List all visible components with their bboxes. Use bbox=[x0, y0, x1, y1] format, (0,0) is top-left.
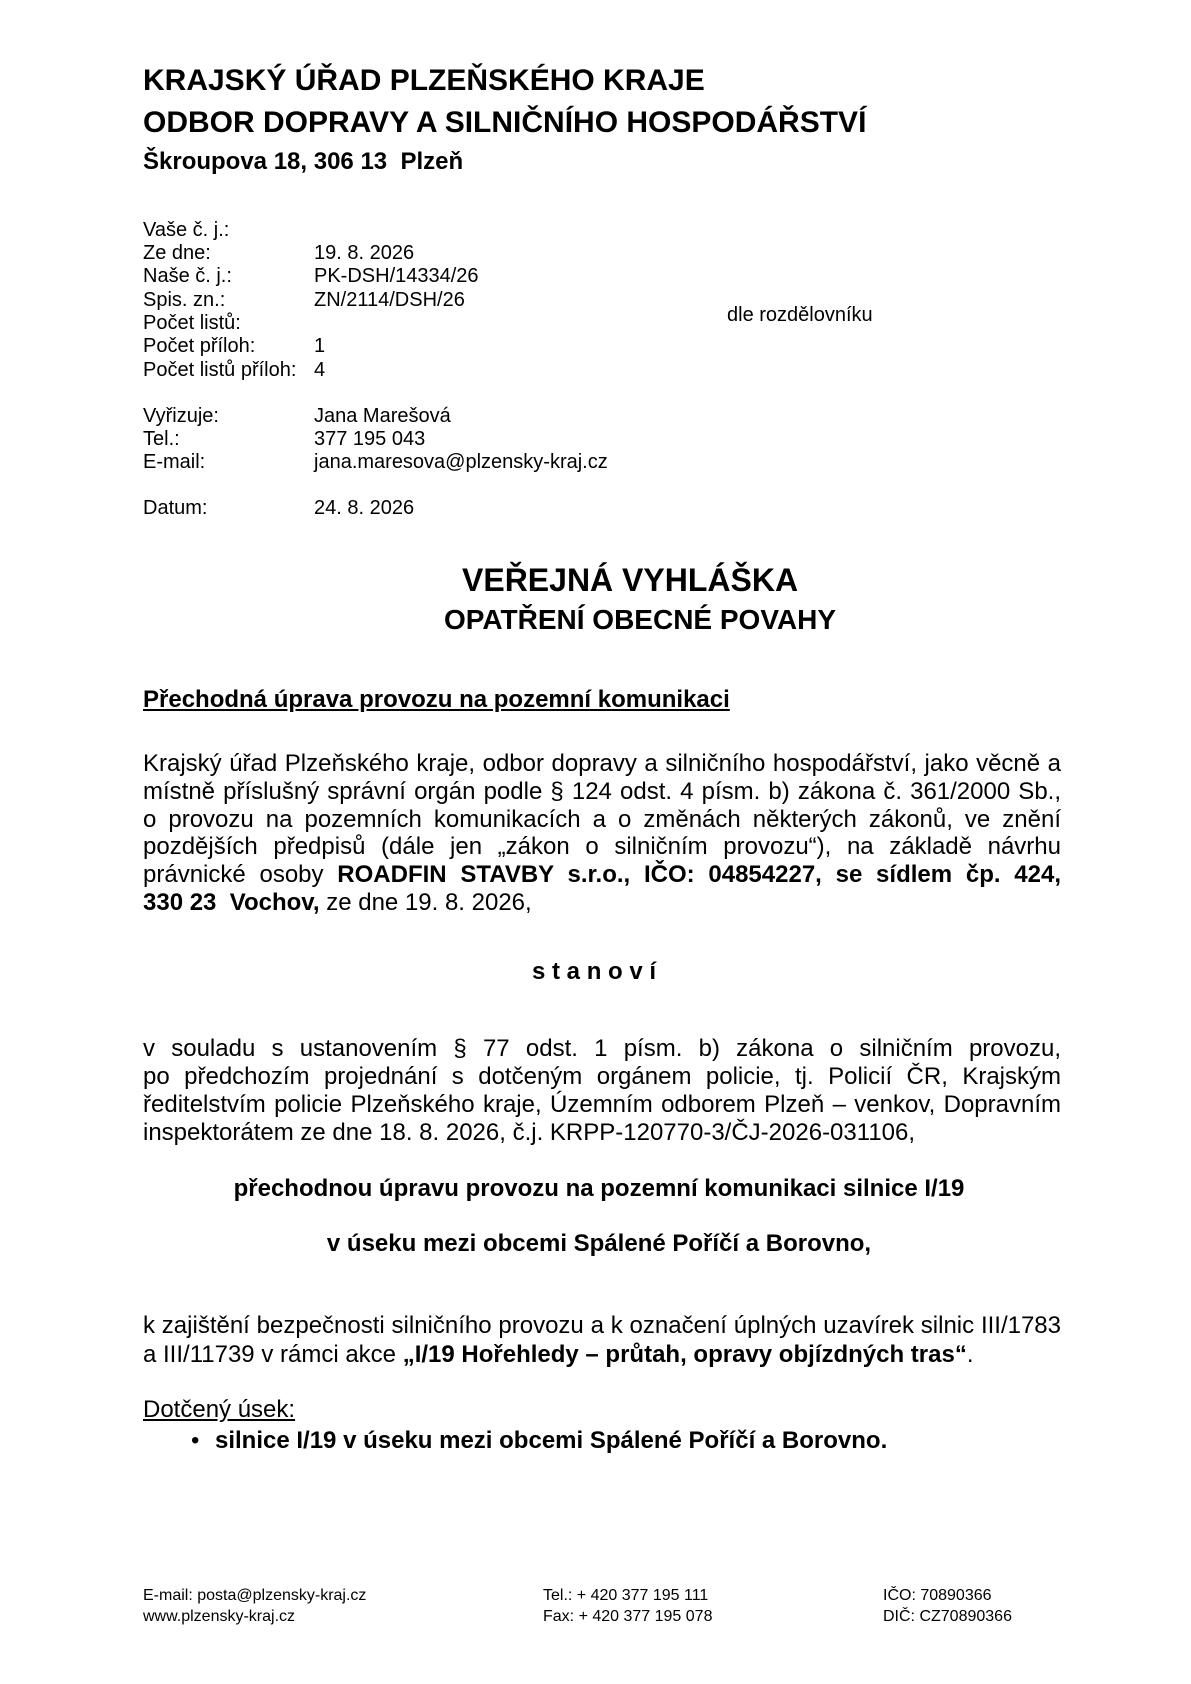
date-row bbox=[143, 497, 414, 520]
project-name-bold: „I/19 Hořehledy – průtah, opravy objízdných tras“ bbox=[402, 1340, 967, 1368]
paragraph-line bbox=[143, 750, 1061, 778]
paragraph-line bbox=[143, 889, 1061, 917]
intro-paragraph bbox=[143, 750, 1061, 917]
reference-row-file-mark bbox=[143, 289, 479, 312]
affected-section-item: silnice I/19 v úseku mezi obcemi Spálené Poříčí a Borovno. bbox=[215, 1427, 888, 1454]
contact-table bbox=[143, 405, 608, 475]
reference-value: PK-DSH/14334/26 bbox=[314, 265, 479, 288]
contact-label: E-mail: bbox=[143, 451, 206, 474]
office-header bbox=[143, 60, 866, 144]
contact-value: jana.maresova@plzensky-kraj.cz bbox=[314, 451, 608, 474]
paragraph-line bbox=[143, 806, 1061, 834]
footer-ids-column bbox=[883, 1586, 1012, 1627]
paragraph-line bbox=[143, 778, 1061, 806]
footer-phone: Tel.: + 420 377 195 111 bbox=[543, 1587, 709, 1604]
footer-contact-column bbox=[143, 1586, 366, 1627]
date-label: Datum: bbox=[143, 496, 208, 519]
contact-value: 377 195 043 bbox=[314, 427, 426, 450]
reference-label: Počet příloh: bbox=[143, 335, 256, 358]
line-text: ze dne 19. 8. 2026, bbox=[319, 888, 532, 916]
paragraph-line bbox=[143, 1312, 1061, 1341]
contact-label: Tel.: bbox=[143, 427, 180, 450]
reference-label: Naše č. j.: bbox=[143, 265, 232, 288]
office-name: KRAJSKÝ ÚŘAD PLZEŇSKÉHO KRAJE bbox=[143, 64, 705, 97]
reference-row-attachment-pages bbox=[143, 359, 479, 382]
decision-line: v úseku mezi obcemi Spálené Poříčí a Borovno, bbox=[326, 1230, 872, 1257]
paragraph-line: v souladu s ustanovením § 77 odst. 1 písm. b) zákona o silničním provozu, bbox=[143, 1035, 1061, 1062]
contact-value: Jana Marešová bbox=[314, 404, 451, 427]
line-text: Krajský úřad Plzeňského kraje, odbor dopravy a silničního hospodářství, jako věcně a bbox=[143, 750, 1061, 777]
footer-fax: Fax: + 420 377 195 078 bbox=[543, 1607, 713, 1625]
bullet-icon: • bbox=[191, 1427, 200, 1454]
document-subtitle: OPATŘENÍ OBECNÉ POVAHY bbox=[444, 604, 837, 635]
reference-label: Počet listů: bbox=[143, 312, 241, 335]
line-text: pozdějších předpisů (dále jen „zákon o silničním provozu“), na základě návrhu bbox=[143, 833, 1061, 861]
footer-email: E-mail: posta@plzensky-kraj.cz bbox=[143, 1587, 367, 1604]
contact-row-handler bbox=[143, 405, 608, 428]
legal-basis-paragraph bbox=[143, 1035, 1061, 1147]
paragraph-line: inspektorátem ze dne 18. 8. 2026, č.j. KRPP-120770-3/ČJ-2026-031106, bbox=[143, 1119, 916, 1146]
reference-value: 19. 8. 2026 bbox=[314, 241, 415, 264]
contact-label: Vyřizuje: bbox=[143, 404, 219, 427]
reference-label: Počet listů příloh: bbox=[143, 358, 297, 381]
recipient-note: dle rozdělovníku bbox=[727, 303, 873, 326]
paragraph-line bbox=[143, 833, 1061, 861]
line-text: o provozu na pozemních komunikacích a o změnách některých zákonů, ve znění bbox=[143, 805, 1061, 833]
line-text: právnické osoby bbox=[143, 861, 338, 889]
applicant-bold-text: 330 23 Vochov, bbox=[143, 888, 320, 916]
reference-label: Spis. zn.: bbox=[143, 288, 226, 311]
document-subject: Přechodná úprava provozu na pozemní komunikaci bbox=[143, 686, 730, 713]
paragraph-line: ředitelstvím policie Plzeňského kraje, Územním odborem Plzeň – venkov, Dopravním bbox=[143, 1091, 1061, 1118]
office-address: Škroupova 18, 306 13 Plzeň bbox=[143, 148, 464, 175]
line-text: k zajištění bezpečnosti silničního provozu a k označení úplných uzavírek silnic III/1783 bbox=[143, 1312, 1061, 1339]
reference-label: Ze dne: bbox=[143, 241, 211, 264]
footer-phone-column bbox=[543, 1586, 712, 1627]
department-name: ODBOR DOPRAVY A SILNIČNÍHO HOSPODÁŘSTVÍ bbox=[143, 106, 867, 139]
reference-row-attachment-count bbox=[143, 335, 479, 358]
reference-value: 4 bbox=[314, 358, 326, 381]
reference-row-your-ref bbox=[143, 219, 479, 242]
contact-row-phone bbox=[143, 428, 608, 451]
date-value: 24. 8. 2026 bbox=[314, 496, 415, 519]
decision-verb: s t a n o v í bbox=[532, 958, 657, 985]
paragraph-line: po předchozím projednání s dotčeným orgánem policie, tj. Policií ČR, Krajským bbox=[143, 1063, 1061, 1090]
reference-label: Vaše č. j.: bbox=[143, 218, 230, 241]
contact-row-email bbox=[143, 451, 608, 474]
footer-website: www.plzensky-kraj.cz bbox=[143, 1607, 296, 1625]
reference-table bbox=[143, 219, 479, 383]
footer-ico: IČO: 70890366 bbox=[883, 1587, 992, 1604]
paragraph-line bbox=[143, 861, 1061, 889]
affected-section-label: Dotčený úsek: bbox=[143, 1396, 296, 1423]
decision-line: přechodnou úpravu provozu na pozemní komunikaci silnice I/19 bbox=[233, 1175, 965, 1202]
applicant-bold-text: ROADFIN STAVBY s.r.o., IČO: 04854227, se sídlem čp. 424, bbox=[337, 861, 1062, 889]
reference-row-date-from bbox=[143, 242, 479, 265]
document-date bbox=[143, 497, 414, 520]
reference-value: ZN/2114/DSH/26 bbox=[314, 288, 465, 311]
footer-dic: DIČ: CZ70890366 bbox=[883, 1607, 1012, 1625]
purpose-paragraph bbox=[143, 1312, 1061, 1369]
reference-value: 1 bbox=[314, 335, 326, 358]
line-text: místně příslušný správní orgán podle § 124 odst. 4 písm. b) zákona č. 361/2000 Sb., bbox=[143, 777, 1061, 805]
document-title: VEŘEJNÁ VYHLÁŠKA bbox=[462, 562, 799, 598]
reference-row-our-ref bbox=[143, 265, 479, 288]
line-text: . bbox=[966, 1340, 974, 1368]
line-text: a III/11739 v rámci akce bbox=[143, 1340, 403, 1368]
reference-row-page-count bbox=[143, 312, 479, 335]
paragraph-line bbox=[143, 1341, 1061, 1370]
